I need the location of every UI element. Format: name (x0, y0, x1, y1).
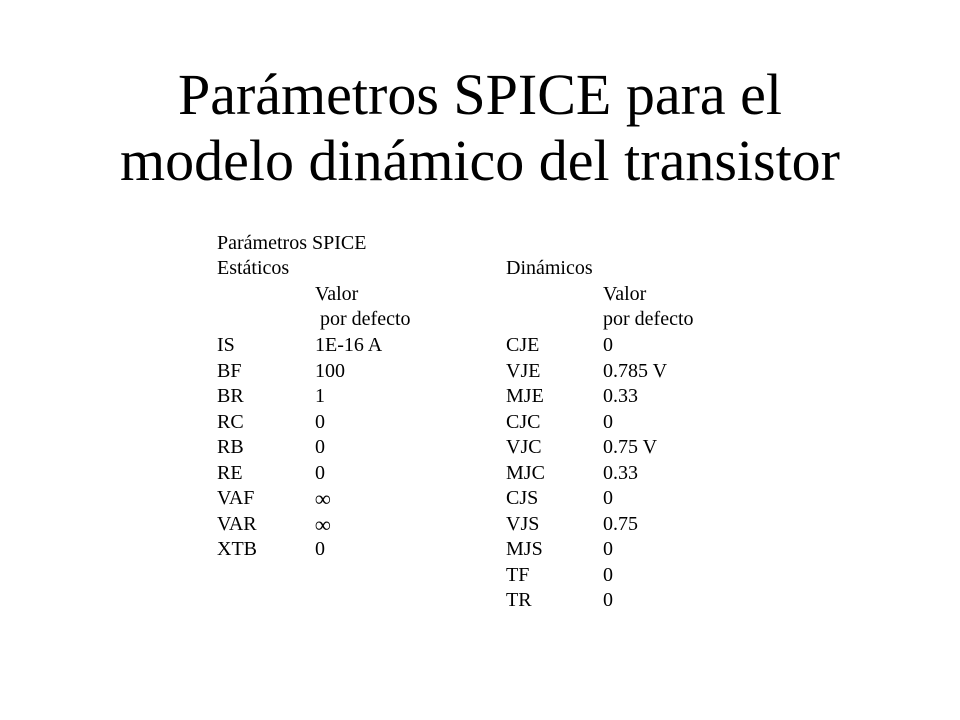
table-caption: Parámetros SPICE (217, 232, 367, 254)
param-default-value: 100 (315, 359, 345, 382)
param-name: VJE (506, 359, 541, 382)
param-name: RC (217, 410, 244, 433)
param-name: CJE (506, 334, 540, 356)
static-values-column (315, 333, 382, 563)
param-default-value: 1E-16 A (315, 334, 383, 356)
dynamic-names-column (506, 333, 545, 614)
param-name: BF (217, 359, 242, 382)
static-names-column (217, 333, 257, 563)
dynamic-header: Dinámicos (506, 257, 593, 279)
param-default-value: 0.33 (603, 461, 638, 484)
static-value-header-2: por defecto (320, 308, 411, 330)
param-default-value: ∞ (315, 511, 331, 537)
param-name: BR (217, 385, 244, 407)
param-name: RB (217, 436, 244, 458)
param-default-value: 0 (603, 589, 613, 611)
param-name: TF (506, 563, 530, 586)
param-name: VJC (506, 436, 542, 458)
param-default-value: 0 (603, 334, 613, 356)
param-default-value: 0 (315, 410, 325, 433)
param-name: CJS (506, 487, 539, 509)
param-name: RE (217, 461, 243, 484)
param-default-value: 0.785 V (603, 359, 668, 382)
param-default-value: 0 (603, 538, 613, 560)
param-default-value: 0 (315, 436, 325, 458)
param-name: XTB (217, 538, 257, 560)
param-default-value: 0 (603, 563, 613, 586)
param-default-value: ∞ (315, 486, 331, 511)
param-name: MJE (506, 385, 544, 407)
param-name: CJC (506, 410, 541, 433)
param-name: VAR (217, 512, 257, 535)
param-name: VJS (506, 512, 540, 535)
dynamic-values-column (603, 333, 667, 614)
param-name: IS (217, 334, 235, 356)
param-name: TR (506, 589, 532, 611)
static-header: Estáticos (217, 257, 290, 279)
dynamic-value-header-1: Valor (603, 283, 647, 305)
param-name: MJC (506, 461, 545, 484)
param-default-value: 0.75 V (603, 436, 658, 458)
title-line-2: modelo dinámico del transistor (119, 128, 840, 193)
param-default-value: 0 (603, 410, 613, 433)
param-default-value: 0 (315, 461, 325, 484)
param-default-value: 0.33 (603, 385, 638, 407)
param-default-value: 0 (315, 538, 325, 560)
title-line-1: Parámetros SPICE para el (177, 62, 782, 127)
param-name: MJS (506, 538, 543, 560)
slide-title (0, 62, 960, 194)
param-default-value: 1 (315, 385, 325, 407)
param-default-value: 0.75 (603, 512, 638, 535)
dynamic-value-header-2: por defecto (603, 308, 694, 330)
param-name: VAF (217, 487, 255, 509)
static-value-header-1: Valor (315, 283, 359, 305)
param-default-value: 0 (603, 487, 613, 509)
